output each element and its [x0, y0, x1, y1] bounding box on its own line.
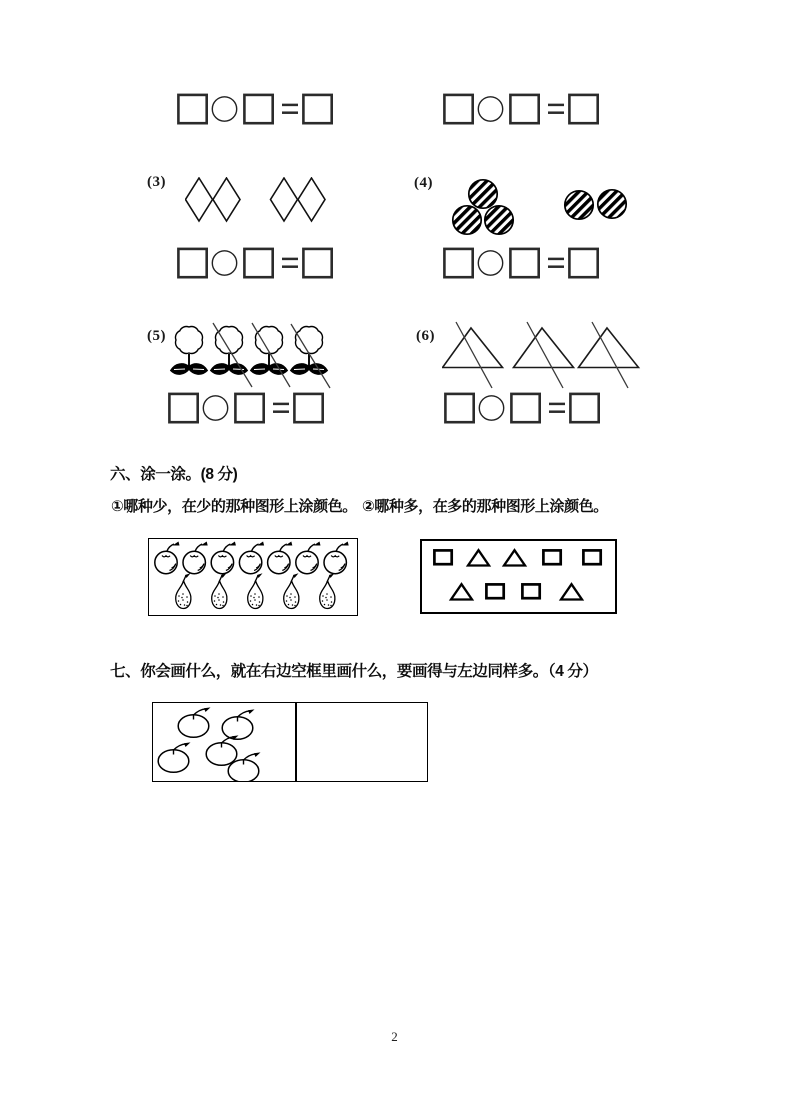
page-number: 2 — [391, 1029, 398, 1044]
item-4-circles-art — [450, 178, 630, 236]
section-six-instruction-1: ①哪种少，在少的那种图形上涂颜色。 — [111, 498, 357, 515]
section-six-heading: 六、涂一涂。(8 分) — [110, 466, 238, 483]
item-6-label: (6) — [416, 328, 435, 344]
item-5-label: (5) — [147, 328, 166, 344]
section-seven-apples-art — [153, 703, 294, 781]
equation-row-4-answer[interactable] — [443, 245, 599, 282]
item-3-label: (3) — [147, 174, 166, 190]
section-six-fruit-box[interactable] — [148, 538, 358, 616]
item-3-diamonds-art — [185, 177, 327, 223]
equation-row-3-answer[interactable] — [177, 245, 333, 282]
shape-grid-art — [422, 541, 615, 611]
equation-row-5-answer[interactable] — [168, 390, 324, 427]
section-seven-empty-drawing-area[interactable] — [297, 703, 427, 781]
item-5-flowers-art — [167, 321, 333, 391]
equation-row-1-left[interactable] — [177, 91, 333, 128]
section-six-instruction-2: ②哪种多，在多的那种图形上涂颜色。 — [362, 498, 608, 515]
equation-row-1-right[interactable] — [443, 91, 599, 128]
equation-row-6-answer[interactable] — [444, 390, 600, 427]
section-six-shapes-box[interactable] — [420, 539, 617, 614]
section-seven-box — [152, 702, 428, 782]
item-6-triangles-art — [442, 321, 642, 391]
fruit-rows-art — [149, 539, 357, 613]
section-seven-heading: 七、你会画什么，就在右边空框里画什么，要画得与左边同样多。（4 分） — [110, 663, 598, 680]
item-4-label: (4) — [414, 175, 433, 191]
